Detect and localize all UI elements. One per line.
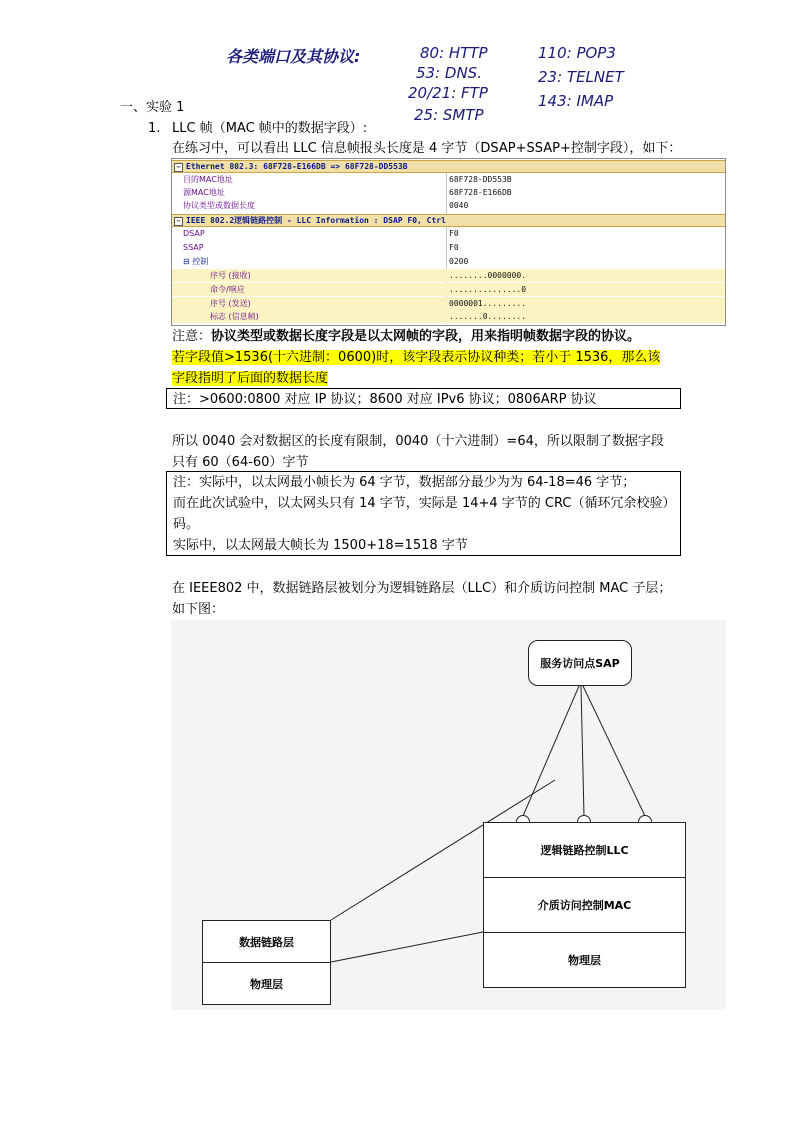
ethernet-header-text: Ethernet 802.3: 68F728-E166DB => 68F728-DD553B <box>186 162 408 171</box>
highlight-line-2 <box>172 368 328 389</box>
handwritten-port-pop3: 110: POP3 <box>538 44 616 62</box>
item-intro: 在练习中，可以看出 LLC 信息帧报头长度是 4 字节（DSAP+SSAP+控制字段），如下： <box>172 141 682 156</box>
handwritten-port-ftp: 20/21: FTP <box>408 84 488 102</box>
length-paragraph-line-2: 只有 60（64-60）字节 <box>172 455 309 470</box>
note-line: 注：实际中，以太网最小帧长为 64 字节，数据部分最少为为 64-18=46 字节； <box>173 475 636 490</box>
llc-header-text: IEEE 802.2逻辑链路控制 - LLC Information : DSAP F0, Ctrl <box>186 216 446 225</box>
handwritten-port-dns: 53: DNS. <box>416 64 482 82</box>
ieee802-paragraph-line-2: 如下图： <box>172 602 225 617</box>
collapse-icon[interactable]: − <box>174 217 183 226</box>
field-name: 标志 (信息帧) <box>210 312 259 321</box>
field-value: 0200 <box>449 257 469 266</box>
packet-row[interactable] <box>172 310 725 323</box>
packet-row[interactable] <box>172 283 725 296</box>
packet-row[interactable] <box>172 199 725 212</box>
packet-decode-panel <box>171 158 726 326</box>
field-value: .......0........ <box>449 312 527 321</box>
note-paragraph <box>172 326 640 347</box>
packet-row[interactable] <box>172 241 725 254</box>
field-name: DSAP <box>183 229 205 238</box>
handwritten-port-imap: 143: IMAP <box>538 92 614 110</box>
sap-label: 服务访问点SAP <box>540 657 620 670</box>
handwritten-port-telnet: 23: TELNET <box>538 68 624 86</box>
item-title: LLC 帧（MAC 帧中的数据字段）: <box>172 121 368 136</box>
note-line: 实际中，以太网最大帧长为 1500+18=1518 字节 <box>173 538 468 553</box>
packet-row[interactable] <box>172 173 725 186</box>
protocol-note-box <box>166 388 681 409</box>
field-name: 序号 (发送) <box>210 299 251 308</box>
packet-row[interactable] <box>172 297 725 310</box>
data-link-layer-box <box>202 920 331 963</box>
highlight-line-1 <box>172 347 660 368</box>
field-value: 68F728-DD553B <box>449 175 512 184</box>
llc-label: 逻辑链路控制LLC <box>540 844 629 857</box>
field-name: SSAP <box>183 243 204 252</box>
collapse-icon[interactable]: − <box>174 163 183 172</box>
field-value: 0000001......... <box>449 299 527 308</box>
physical-layer-right-label: 物理层 <box>568 954 601 967</box>
field-value: 0040 <box>449 201 469 210</box>
section-heading: 一、实验 1 <box>120 100 185 115</box>
packet-row[interactable] <box>172 227 725 240</box>
note-label: 注意： <box>172 329 212 344</box>
field-value: 68F728-E166DB <box>449 188 512 197</box>
packet-row[interactable] <box>172 186 725 199</box>
field-value: F0 <box>449 229 459 238</box>
highlight-text: 若字段值>1536(十六进制：0600)时，该字段表示协议种类；若小于 1536，那么该 <box>172 350 661 365</box>
field-value: ...............0 <box>449 285 527 294</box>
length-paragraph-line-1: 所以 0040 会对数据区的长度有限制，0040（十六进制）=64，所以限制了数据字段 <box>172 434 664 449</box>
packet-row[interactable] <box>172 269 725 282</box>
protocol-note-text: 注：>0600:0800 对应 IP 协议；8600 对应 IPv6 协议；0806ARP 协议 <box>173 392 597 407</box>
list-number: 1. <box>148 121 161 136</box>
field-value: ........0000000. <box>449 271 527 280</box>
note-line: 而在此次试验中，以太网头只有 14 字节，实际是 14+4 字节的 CRC（循环冗余校验） <box>173 496 676 511</box>
note-bold-text: 协议类型或数据长度字段是以太网帧的字段，用来指明帧数据字段的协议。 <box>211 329 641 344</box>
llc-mac-diagram <box>171 620 726 1010</box>
handwritten-port-smtp: 25: SMTP <box>414 106 484 124</box>
ethernet-header-row[interactable] <box>172 160 725 173</box>
mac-label: 介质访问控制MAC <box>537 899 632 912</box>
field-name: 协议类型或数据长度 <box>183 201 255 210</box>
handwritten-port-http: 80: HTTP <box>420 44 488 62</box>
field-name: 命令/响应 <box>210 285 245 294</box>
data-link-layer-label: 数据链路层 <box>239 935 294 949</box>
field-value: F0 <box>449 243 459 252</box>
llc-box <box>483 822 686 878</box>
field-name: ⊟ 控制 <box>183 257 209 266</box>
field-name: 源MAC地址 <box>183 188 225 197</box>
note-line: 码。 <box>173 517 200 532</box>
frame-length-note-box <box>166 471 681 556</box>
handwritten-title: 各类端口及其协议: <box>226 47 361 66</box>
highlight-text: 字段指明了后面的数据长度 <box>172 371 329 386</box>
mac-box <box>483 877 686 933</box>
physical-layer-right-box <box>483 932 686 988</box>
sap-box <box>528 640 632 686</box>
packet-row[interactable] <box>172 255 725 268</box>
field-name: 序号 (接收) <box>210 271 251 280</box>
field-name: 目的MAC地址 <box>183 175 233 184</box>
llc-header-row[interactable] <box>172 214 725 227</box>
ieee802-paragraph-line-1: 在 IEEE802 中，数据链路层被划分为逻辑链路层（LLC）和介质访问控制 MAC 子层； <box>172 581 672 596</box>
physical-layer-left-label: 物理层 <box>250 977 283 991</box>
physical-layer-left-box <box>202 962 331 1005</box>
